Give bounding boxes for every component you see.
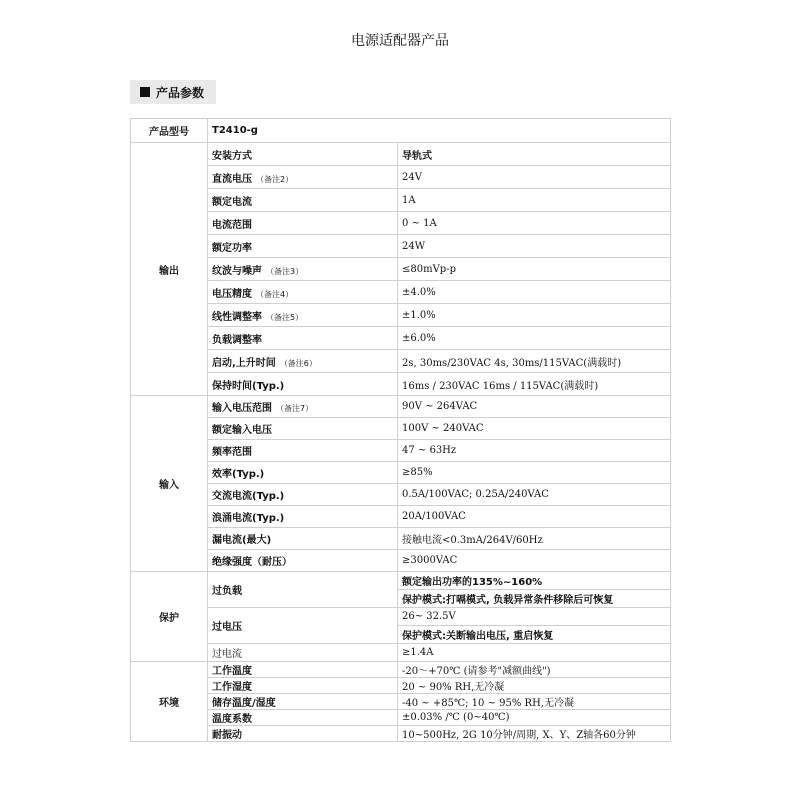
row-value: 额定输出功率的135%~160%	[398, 572, 671, 590]
table-row	[131, 462, 671, 484]
row-label: 线性调整率 （备注5）	[208, 304, 398, 327]
row-value: 16ms / 230VAC 16ms / 115VAC(满载时)	[398, 373, 671, 396]
table-row	[131, 418, 671, 440]
table-row	[131, 662, 671, 678]
row-value: 2s, 30ms/230VAC 4s, 30ms/115VAC(满载时)	[398, 350, 671, 373]
table-row	[131, 304, 671, 327]
row-label: 储存温度/湿度	[208, 694, 398, 710]
row-value: ≤80mVp-p	[398, 258, 671, 281]
row-value: 0.5A/100VAC; 0.25A/240VAC	[398, 484, 671, 506]
row-value: 0 ~ 1A	[398, 212, 671, 235]
table-row	[131, 258, 671, 281]
row-value: 47 ~ 63Hz	[398, 440, 671, 462]
table-row	[131, 678, 671, 694]
row-label: 电流范围	[208, 212, 398, 235]
table-row	[131, 484, 671, 506]
row-value: 10~500Hz, 2G 10分钟/周期, X、Y、Z轴各60分钟	[398, 726, 671, 742]
row-value: 26~ 32.5V	[398, 608, 671, 626]
row-label: 工作湿度	[208, 678, 398, 694]
page-title: 电源适配器产品	[351, 33, 449, 49]
category-environment: 环境	[131, 662, 208, 742]
table-row	[131, 166, 671, 189]
spec-table	[130, 118, 671, 742]
table-row	[131, 694, 671, 710]
table-row	[131, 550, 671, 572]
row-label: 额定功率	[208, 235, 398, 258]
row-label-overcurrent: 过电流	[208, 644, 398, 662]
row-label: 保持时间(Typ.)	[208, 373, 398, 396]
row-label: 额定电流	[208, 189, 398, 212]
row-label-overload: 过负载	[208, 572, 398, 608]
category-output: 输出	[131, 143, 208, 396]
table-row	[131, 281, 671, 304]
row-label: 浪涌电流(Typ.)	[208, 506, 398, 528]
row-value: 1A	[398, 189, 671, 212]
row-value: 24W	[398, 235, 671, 258]
table-row	[131, 373, 671, 396]
model-value: T2410-g	[208, 119, 671, 143]
table-row	[131, 572, 671, 590]
row-value: -40 ~ +85℃; 10 ~ 95% RH,无冷凝	[398, 694, 671, 710]
row-label: 漏电流(最大)	[208, 528, 398, 550]
table-row	[131, 212, 671, 235]
row-value: ±6.0%	[398, 327, 671, 350]
table-row	[131, 189, 671, 212]
table-row	[131, 644, 671, 662]
row-label: 启动,上升时间 （备注6）	[208, 350, 398, 373]
row-value: ±4.0%	[398, 281, 671, 304]
table-row	[131, 396, 671, 418]
row-label: 安装方式	[208, 143, 398, 166]
row-value: -20～+70℃ (请参考"减额曲线")	[398, 662, 671, 678]
row-value: ≥85%	[398, 462, 671, 484]
row-value: ≥1.4A	[398, 644, 671, 662]
row-label: 耐振动	[208, 726, 398, 742]
row-label: 负载调整率	[208, 327, 398, 350]
category-protection: 保护	[131, 572, 208, 662]
table-row	[131, 726, 671, 742]
square-bullet-icon	[140, 87, 150, 97]
row-label: 工作温度	[208, 662, 398, 678]
row-label: 效率(Typ.)	[208, 462, 398, 484]
row-value: 保护模式:打嗝模式, 负载异常条件移除后可恢复	[398, 590, 671, 608]
table-row	[131, 235, 671, 258]
table-row	[131, 440, 671, 462]
row-value: ≥3000VAC	[398, 550, 671, 572]
table-row	[131, 608, 671, 626]
row-value: 20 ~ 90% RH,无冷凝	[398, 678, 671, 694]
row-value: 导轨式	[398, 143, 671, 166]
row-label: 频率范围	[208, 440, 398, 462]
table-row	[131, 710, 671, 726]
row-value: ±1.0%	[398, 304, 671, 327]
row-value: 24V	[398, 166, 671, 189]
row-value: 100V ~ 240VAC	[398, 418, 671, 440]
table-row	[131, 506, 671, 528]
table-row	[131, 528, 671, 550]
row-label: 额定输入电压	[208, 418, 398, 440]
row-label: 绝缘强度（耐压）	[208, 550, 398, 572]
category-input: 输入	[131, 396, 208, 572]
row-value: 20A/100VAC	[398, 506, 671, 528]
row-label: 输入电压范围 （备注7）	[208, 396, 398, 418]
row-label: 温度系数	[208, 710, 398, 726]
row-label: 电压精度 （备注4）	[208, 281, 398, 304]
table-row	[131, 143, 671, 166]
row-label: 交流电流(Typ.)	[208, 484, 398, 506]
table-row	[131, 119, 671, 143]
table-row	[131, 350, 671, 373]
row-label: 纹波与噪声 （备注3）	[208, 258, 398, 281]
table-row	[131, 327, 671, 350]
row-value: 90V ~ 264VAC	[398, 396, 671, 418]
row-value: 接触电流<0.3mA/264V/60Hz	[398, 528, 671, 550]
row-label-overvoltage: 过电压	[208, 608, 398, 644]
row-value: 保护模式:关断输出电压, 重启恢复	[398, 626, 671, 644]
model-label: 产品型号	[131, 119, 208, 143]
section-title: 产品参数	[156, 85, 205, 100]
row-label: 直流电压 （备注2）	[208, 166, 398, 189]
row-value: ±0.03% /℃ (0~40℃)	[398, 710, 671, 726]
section-header	[130, 80, 216, 104]
